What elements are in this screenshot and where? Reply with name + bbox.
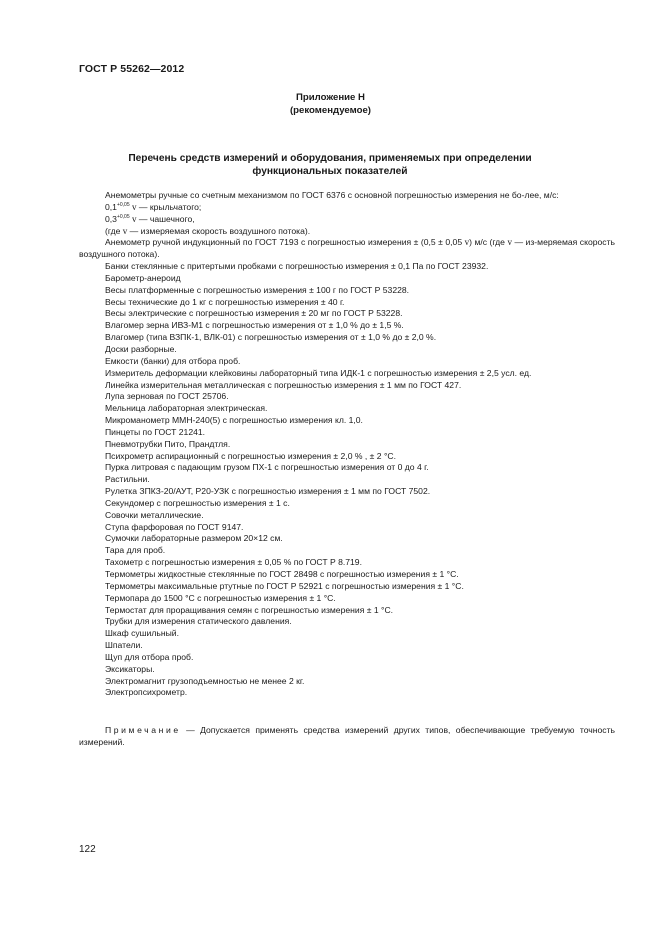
list-item: Шкаф сушильный. [105, 628, 179, 639]
list-item: Сумочки лабораторные размером 20×12 см. [105, 533, 283, 544]
list-item: Рулетка ЗПКЗ-20/АУТ, Р20-УЗК с погрешностью измерения ± 1 мм по ГОСТ 7502. [105, 486, 431, 497]
section-title-line-2: функциональных показателей [252, 166, 408, 177]
list-item: Трубки для измерения статического давления. [105, 616, 292, 627]
list-item: Растильни. [105, 474, 150, 485]
list-item: Весы платформенные с погрешностью измерения ± 100 г по ГОСТ Р 53228. [105, 284, 410, 295]
list-item: Влагомер (типа ВЗПК-1, ВЛК-01) с погрешностью измерения от ± 1,0 % до ± 2,0 %. [105, 332, 437, 343]
note-paragraph [79, 725, 615, 749]
list-item: Барометр-анероид [105, 272, 181, 283]
list-item: Микроманометр ММН-240(5) с погрешностью измерения кл. 1,0. [105, 415, 363, 426]
anemometer-line-cup: $0,3^{+0,05}$ v — чашечного, [105, 213, 195, 224]
list-item: Психрометр аспирационный с погрешностью измерения ± 2,0 % , ± 2 °С. [105, 450, 396, 461]
list-item: Тахометр с погрешностью измерения ± 0,05 % по ГОСТ Р 8.719. [105, 557, 362, 568]
note-text: — Допускается применять средства измерений других типов, обеспечивающие требуемую точность измерений. [79, 725, 615, 747]
list-item: Тара для проб. [105, 545, 166, 556]
list-item: Термостат для проращивания семян с погрешностью измерения ± 1 °С. [105, 604, 394, 615]
list-item: Емкости (банки) для отбора проб. [105, 355, 241, 366]
equipment-list [79, 190, 615, 699]
list-item: Электропсихрометр. [105, 687, 188, 698]
list-item: Измеритель деформации клейковины лабораторный типа ИДК-1 с погрешностью измерения ± 2,5 усл. ед. [105, 367, 532, 378]
list-item: Доски разборные. [105, 343, 177, 354]
annex-heading [0, 91, 661, 117]
list-item: Линейка измерительная металлическая с погрешностью измерения ± 1 мм по ГОСТ 427. [105, 379, 462, 390]
list-item: Термопара до 1500 °С с погрешностью измерения ± 1 °С. [105, 592, 336, 603]
list-item: Шпатели. [105, 640, 143, 651]
list-item: Влагомер зерна ИВЗ-М1 с погрешностью измерения от ± 1,0 % до ± 1,5 %. [105, 320, 404, 331]
equipment-items [79, 261, 615, 699]
list-item: Электромагнит грузоподъемностью не менее 2 кг. [105, 675, 305, 686]
section-title-line-1: Перечень средств измерений и оборудования, применяемых при определении [128, 153, 532, 164]
list-item: Лупа зерновая по ГОСТ 25706. [105, 391, 229, 402]
anemometer-intro: Анемометры ручные со счетным механизмом по ГОСТ 6376 с основной погрешностью измерения не бо-лее, м/с: [105, 190, 559, 200]
annex-title: Приложение Н [296, 92, 365, 103]
list-item: Термометры жидкостные стеклянные по ГОСТ 28498 с погрешностью измерения ± 1 °С. [105, 569, 459, 579]
list-item: Эксикаторы. [105, 663, 155, 674]
list-item: Банки стеклянные с притертыми пробками с погрешностью измерения ± 0,1 Па по ГОСТ 23932. [105, 261, 489, 272]
section-title [90, 152, 570, 178]
anemometer-line-note: (где v — измеряемая скорость воздушного потока). [105, 225, 311, 236]
document-header-id: ГОСТ Р 55262—2012 [79, 63, 185, 75]
list-item: Секундомер с погрешностью измерения ± 1 с. [105, 497, 290, 508]
list-item: Термометры максимальные ртутные по ГОСТ Р 52921 с погрешностью измерения ± 1 °С. [105, 580, 464, 591]
induction-anemometer-item: Анемометр ручной индукционный по ГОСТ 7193 с погрешностью измерения ± (0,5 ± 0,05 v) м/с (где v — из-меряемая скорость воздушного потока). [79, 237, 615, 260]
list-item: Совочки металлические. [105, 509, 204, 520]
page-number: 122 [79, 844, 96, 855]
list-item: Мельница лабораторная электрическая. [105, 403, 268, 414]
list-item: Пурка литровая с падающим грузом ПХ-1 с погрешностью измерения от 0 до 4 г. [105, 462, 429, 473]
list-item: Весы электрические с погрешностью измерения ± 20 мг по ГОСТ Р 53228. [105, 308, 403, 319]
note-label: Примечание [105, 725, 181, 735]
list-item: Ступа фарфоровая по ГОСТ 9147. [105, 521, 244, 532]
list-item: Щуп для отбора проб. [105, 651, 194, 662]
annex-status: (рекомендуемое) [289, 105, 371, 116]
list-item: Пинцеты по ГОСТ 21241. [105, 426, 206, 437]
list-item: Пневмотрубки Пито, Прандтля. [105, 438, 231, 449]
list-item: Весы технические до 1 кг с погрешностью измерения ± 40 г. [105, 296, 345, 307]
anemometer-line-vane: $0,1^{+0,05}$ v — крыльчатого; [105, 201, 202, 212]
